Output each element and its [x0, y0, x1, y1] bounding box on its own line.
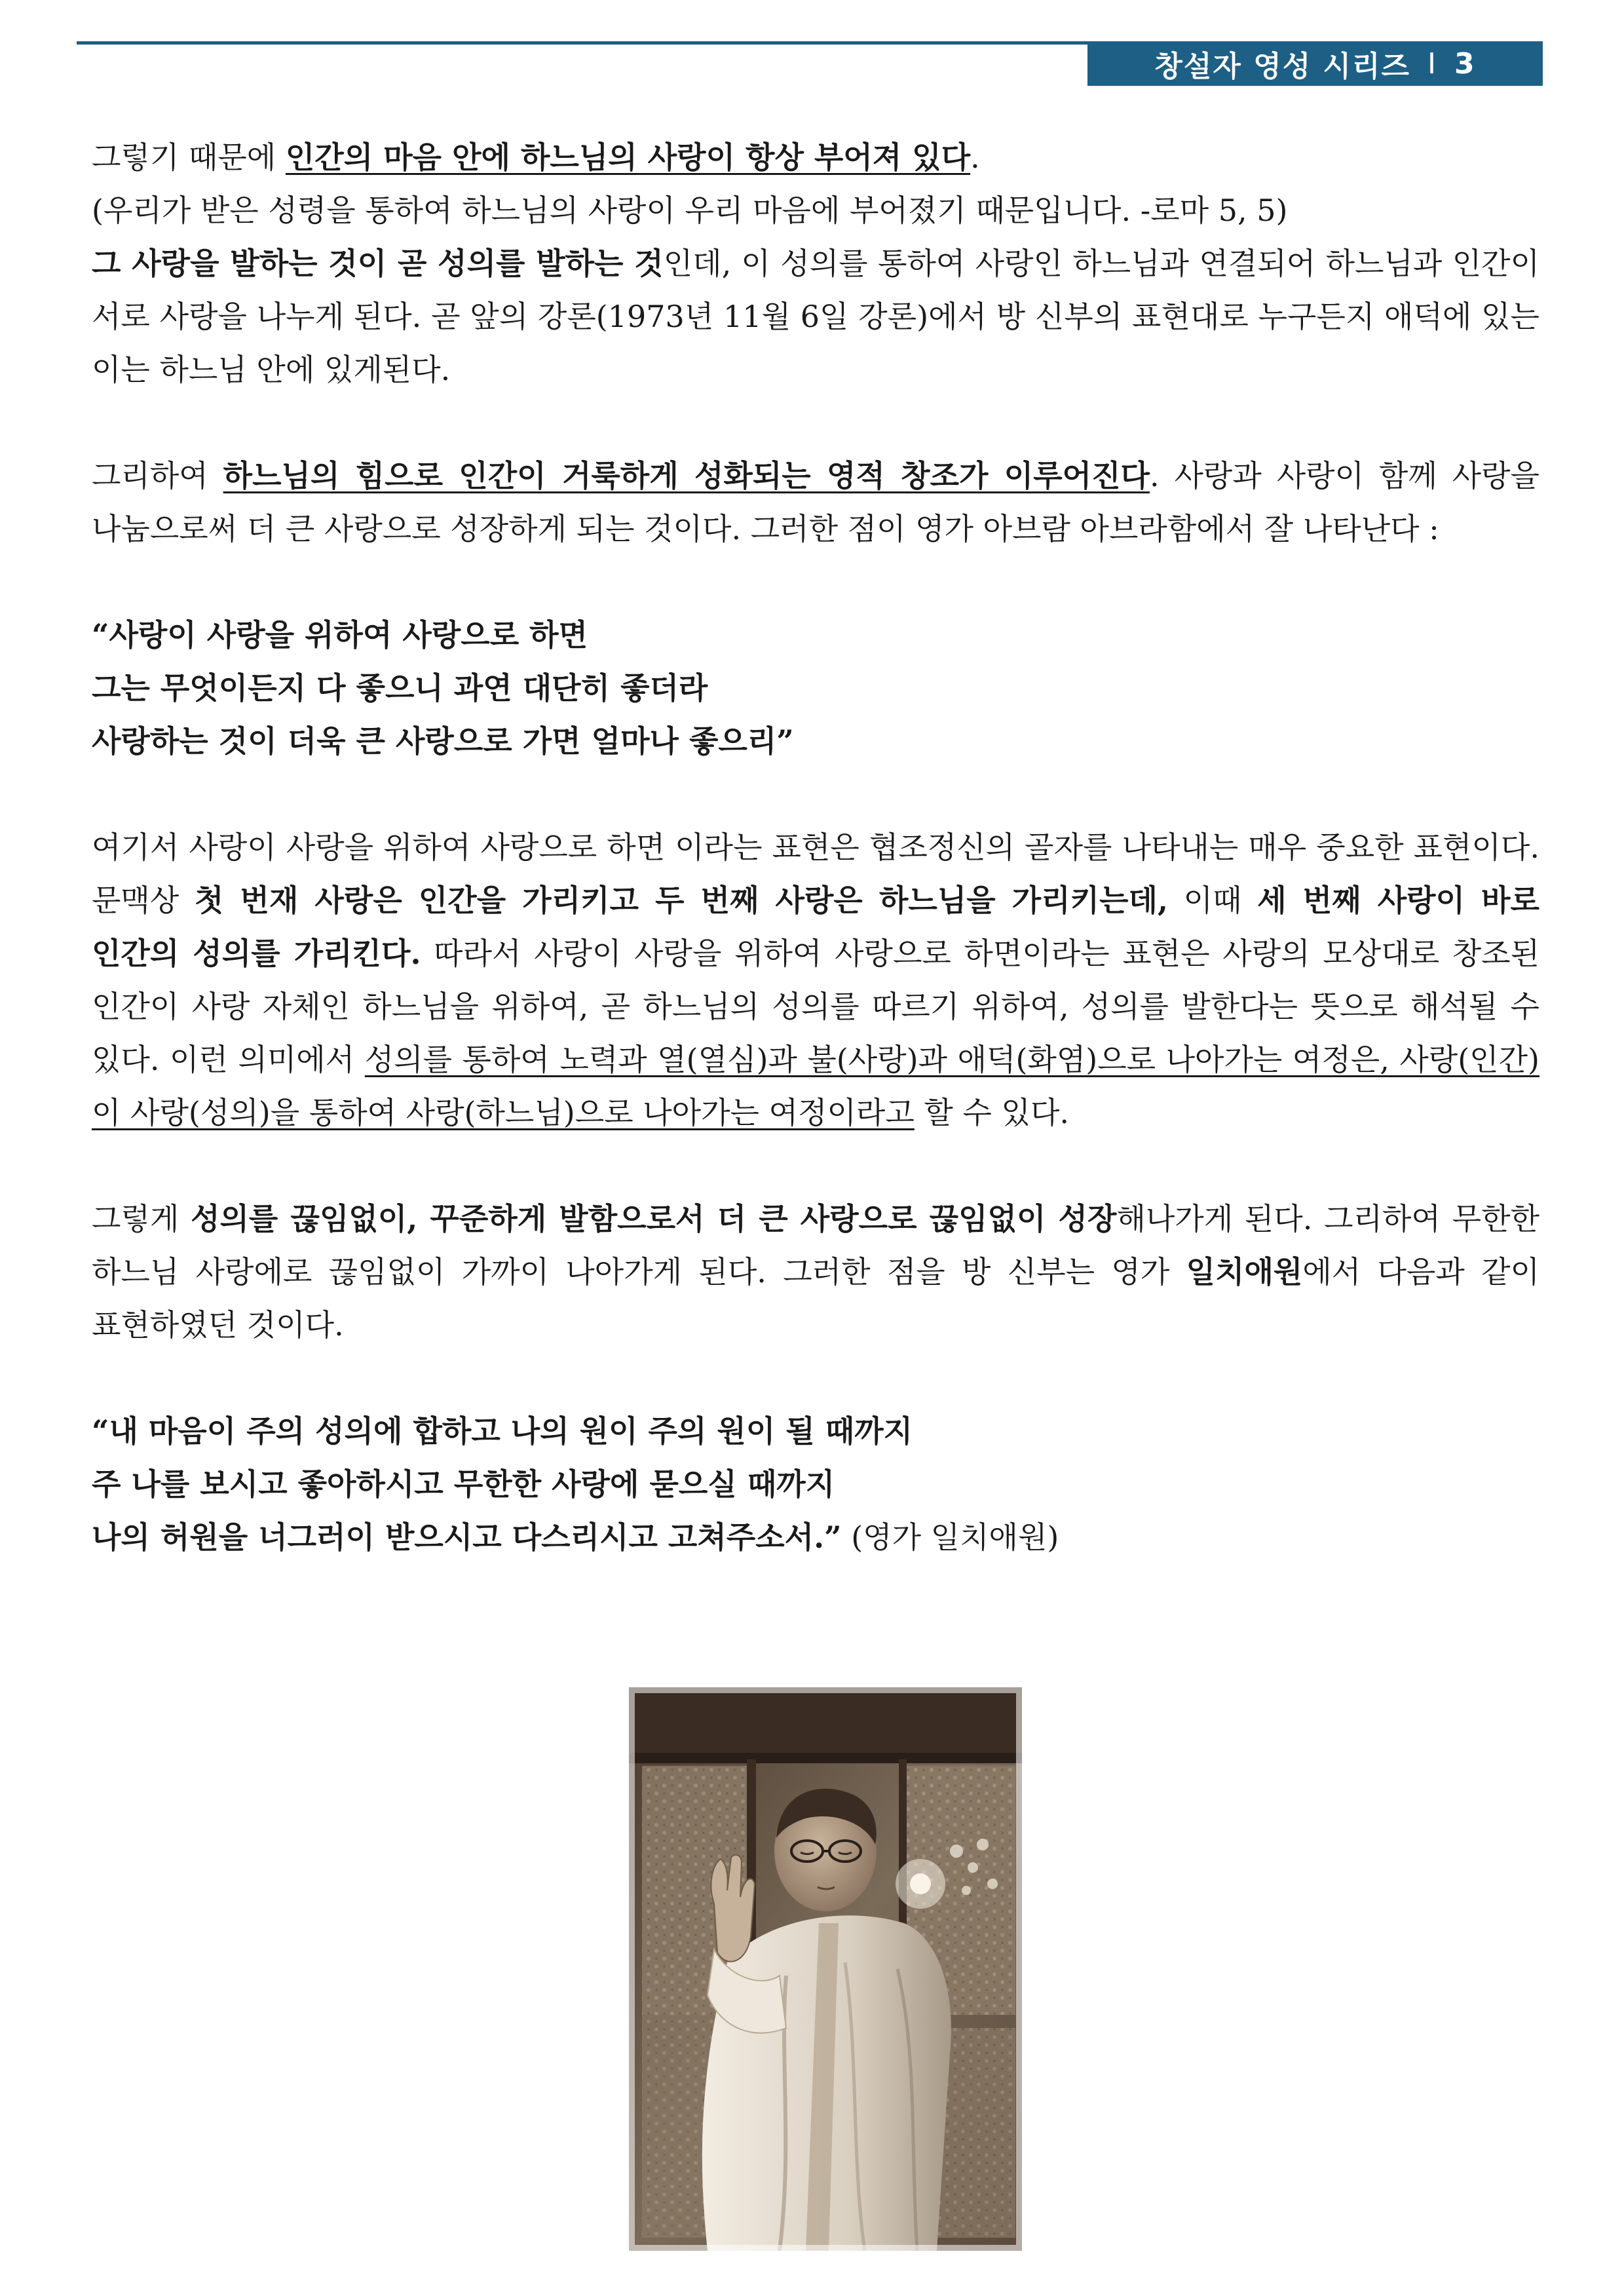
text-span: 인데, 이 성의를 통하여 사랑인 하느님과 연결되어 하느님과 인간이 서로 사랑을 나누게 된다. 곧 앞의 강론(1973년 11월 6일 강론)에서 방 신부의 표현대로 누구든지 애덕에 있는 이는 하느님 안에 있게된다. — [92, 246, 1539, 387]
emphasis-bold: 그 사랑을 발하는 것이 곧 성의를 발하는 것 — [92, 246, 664, 281]
series-title: 창설자 영성 시리즈 — [1154, 50, 1411, 83]
text-span: 에서 다음과 같이 표현하였던 것이다. — [92, 1254, 1540, 1343]
text-span: . — [970, 140, 980, 175]
paragraph-gap — [92, 396, 1539, 450]
hymn-quote-1-line-2: 그는 무엇이든지 다 좋으니 과연 대단히 좋더라 — [92, 670, 708, 706]
text-span: (우리가 받은 성령을 통하여 하느님의 사랑이 우리 마음에 부어졌기 때문입니다. -로마 5, 5) — [92, 193, 1288, 228]
paragraph-gap — [92, 1139, 1539, 1193]
text-span: 그리하여 — [92, 458, 223, 493]
text-span: 해나가게 된다. 그리하여 무한한 하느님 사랑에로 끊임없이 가까이 나아가게 된다. 그러한 점을 방 신부는 영가 — [92, 1201, 1539, 1290]
hymn-quote-2-source: (영가 일치애원) — [841, 1520, 1059, 1555]
hymn-quote-1-line-1: “사랑이 사랑을 위하여 사랑으로 하면 — [92, 617, 588, 653]
text-span: 따라서 사랑이 사랑을 위하여 사랑으로 하면이라는 표현은 사랑의 모상대로 창조된 인간이 사랑 자체인 하느님을 위하여, 곧 하느님의 성의를 따르기 위하여, 성의를 발한다는 뜻으로 해석될 수 있다. 이런 의미에서 — [92, 936, 1540, 1077]
paragraph-2-scripture-note — [92, 184, 1539, 237]
hymn-quote-2-line-1: “내 마음이 주의 성의에 합하고 나의 원이 주의 원이 될 때까지 — [92, 1413, 913, 1449]
hymn-quote-1-line-3: 사랑하는 것이 더욱 큰 사랑으로 가면 얼마나 좋으리” — [92, 723, 794, 759]
hymn-quote-2-line-2: 주 나를 보시고 좋아하시고 무한한 사랑에 묻으실 때까지 — [92, 1466, 835, 1502]
paragraph-3 — [92, 237, 1539, 396]
paragraph-gap — [92, 556, 1539, 609]
emphasis-bold: 성의를 끊임없이, 꾸준하게 발함으로서 더 큰 사랑으로 끊임없이 성장 — [191, 1201, 1117, 1236]
emphasis-underlined: 성의를 통하여 노력과 열(열심)과 불(사랑)과 애덕(화염)으로 나아가는 여정은, 사랑(인간)이 사랑(성의)을 통하여 사랑(하느님)으로 나아가는 여정이라고 — [92, 1042, 1539, 1130]
emphasis-bold: 첫 번재 사랑은 인간을 가리키고 두 번째 사랑은 하느님을 가리키는데, — [195, 883, 1168, 918]
hymn-quote-2-line-3 — [92, 1511, 1539, 1564]
paragraph-6 — [92, 1193, 1539, 1352]
text-span: 이때 — [1167, 883, 1258, 918]
emphasis-underlined: 인간의 마음 안에 하느님의 사랑이 항상 부어져 있다 — [285, 140, 971, 175]
text-span: 여기서 사랑이 사랑을 위하여 사랑으로 하면 이라는 표현은 협조정신의 골자를 나타내는 매우 중요한 표현이다. 문맥상 — [92, 830, 1539, 918]
paragraph-5 — [92, 821, 1539, 1139]
page-number: 3 — [1454, 47, 1476, 81]
emphasis-bold: 세 번째 사랑이 바로 인간의 성의를 가리킨다. — [92, 883, 1539, 971]
document-body — [92, 131, 1539, 1564]
emphasis-bold: 일치애원 — [1186, 1254, 1303, 1290]
text-span: 할 수 있다. — [914, 1095, 1070, 1130]
paragraph-1 — [92, 131, 1539, 184]
header-separator: I — [1427, 47, 1438, 81]
text-span: . 사랑과 사랑이 함께 사랑을 나눔으로써 더 큰 사랑으로 성장하게 되는 것이다. 그러한 점이 영가 아브람 아브라함에서 잘 나타난다 : — [92, 458, 1539, 546]
paragraph-gap — [92, 768, 1539, 821]
text-span: 그렇기 때문에 — [92, 140, 286, 175]
emphasis-underlined: 하느님의 힘으로 인간이 거룩하게 성화되는 영적 창조가 이루어진다 — [223, 458, 1150, 493]
text-span: 그렇게 — [92, 1201, 191, 1236]
hymn-quote-2-text: 나의 허원을 너그러이 받으시고 다스리시고 고쳐주소서.” — [92, 1520, 842, 1555]
paragraph-gap — [92, 1352, 1539, 1405]
header-series-tab — [1087, 41, 1543, 86]
paragraph-4 — [92, 450, 1539, 556]
sepia-photo-priest-praying — [629, 1687, 1022, 2251]
